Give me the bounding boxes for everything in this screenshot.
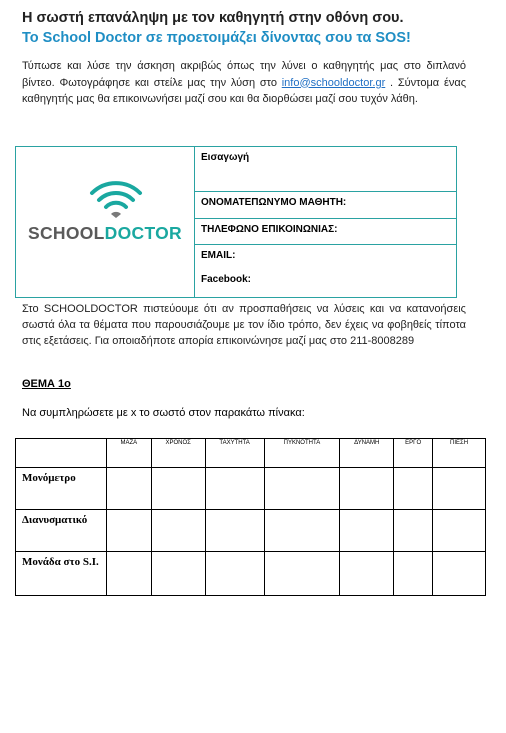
email-field[interactable] xyxy=(195,244,457,269)
header-title: Η σωστή επανάληψη με τον καθηγητή στην οθόνη σου. xyxy=(22,10,404,26)
grid-cell[interactable] xyxy=(264,552,340,596)
instruction-text: Να συμπληρώσετε με x το σωστό στον παρακάτω πίνακα: xyxy=(22,407,305,419)
grid-cell[interactable] xyxy=(433,468,486,510)
grid-col-header: ΠΥΚΝΟΤΗΤΑ xyxy=(264,439,340,468)
grid-col-header: ΜΑΖΑ xyxy=(106,439,151,468)
grid-cell[interactable] xyxy=(106,510,151,552)
grid-cell[interactable] xyxy=(106,468,151,510)
grid-cell[interactable] xyxy=(394,468,433,510)
grid-cell[interactable] xyxy=(151,468,205,510)
grid-row-header: Μονάδα στο S.I. xyxy=(16,552,107,596)
grid-cell[interactable] xyxy=(394,552,433,596)
grid-col-header: ΤΑΧΥΤΗΤΑ xyxy=(205,439,264,468)
intro-text: Τύπωσε και λύσε την άσκηση ακριβώς όπως την λύνει ο καθηγητής μας στο διπλανό βίντεο. Φωτογράφησε και στείλε μας την λύση στο xyxy=(22,60,466,89)
grid-col-header: ΕΡΓΟ xyxy=(394,439,433,468)
grid-col-header: ΠΙΕΣΗ xyxy=(433,439,486,468)
grid-cell[interactable] xyxy=(394,510,433,552)
grid-cell[interactable] xyxy=(264,468,340,510)
student-name-field[interactable] xyxy=(195,192,457,219)
grid-row-header: Μονόμετρο xyxy=(16,468,107,510)
intro-text-end: . Σύντομα ένας καθηγητής μας θα επικοινωνήσει μαζί σου και θα διορθώσει μαζί σου τυχόν λάθη. xyxy=(22,76,467,105)
grid-cell[interactable] xyxy=(340,552,394,596)
grid-cell[interactable] xyxy=(340,468,394,510)
logo-wordmark xyxy=(16,223,194,244)
quantities-grid xyxy=(15,438,486,596)
email-label: EMAIL: xyxy=(201,249,236,261)
grid-cell[interactable] xyxy=(151,552,205,596)
logo-cell xyxy=(16,147,195,298)
logo-doctor: DOCTOR xyxy=(104,223,182,243)
grid-col-header: ΔΥΝΑΜΗ xyxy=(340,439,394,468)
student-name-label: ΟΝΟΜΑΤΕΠΩΝΥΜΟ ΜΑΘΗΤΗ: xyxy=(201,197,347,209)
intro-paragraph xyxy=(22,58,466,108)
grid-cell[interactable] xyxy=(205,552,264,596)
schooldoctor-logo xyxy=(16,147,194,297)
grid-cell[interactable] xyxy=(264,510,340,552)
grid-cell[interactable] xyxy=(340,510,394,552)
grid-cell[interactable] xyxy=(205,510,264,552)
grid-cell[interactable] xyxy=(433,552,486,596)
grid-cell[interactable] xyxy=(433,510,486,552)
header-subtitle: Το School Doctor σε προετοιμάζει δίνοντας σου τα SOS! xyxy=(22,30,411,46)
facebook-label: Facebook: xyxy=(201,274,252,286)
grid-corner-cell xyxy=(16,439,107,468)
thema-heading: ΘΕΜΑ 1ο xyxy=(22,378,71,390)
grid-cell[interactable] xyxy=(205,468,264,510)
email-link[interactable]: info@schooldoctor.gr xyxy=(281,76,386,89)
grid-cell[interactable] xyxy=(106,552,151,596)
wifi-icon xyxy=(88,179,144,221)
facebook-field[interactable] xyxy=(195,269,457,297)
student-info-table xyxy=(15,146,457,298)
intro-field[interactable] xyxy=(195,147,457,192)
logo-school: SCHOOL xyxy=(28,223,105,243)
phone-field[interactable] xyxy=(195,219,457,244)
phone-label: ΤΗΛΕΦΩΝΟ ΕΠΙΚΟΙΝΩΝΙΑΣ: xyxy=(201,224,338,236)
grid-col-header: ΧΡΟΝΟΣ xyxy=(151,439,205,468)
intro-label: Εισαγωγή xyxy=(201,152,250,163)
grid-cell[interactable] xyxy=(151,510,205,552)
info-paragraph: Στο SCHOOLDOCTOR πιστεύουμε ότι αν προσπαθήσεις να λύσεις και να κατανοήσεις σωστά όλα τα θέματα που παρουσιάζουμε με τον ίδιο τρόπο, δεν έχεις να φοβηθείς τίποτα στις εξετάσεις. Για οποιαδήποτε απορία επικοινώνησε μαζί μας στο 211-8008289 xyxy=(22,303,466,347)
grid-row-header: Διανυσματικό xyxy=(16,510,107,552)
